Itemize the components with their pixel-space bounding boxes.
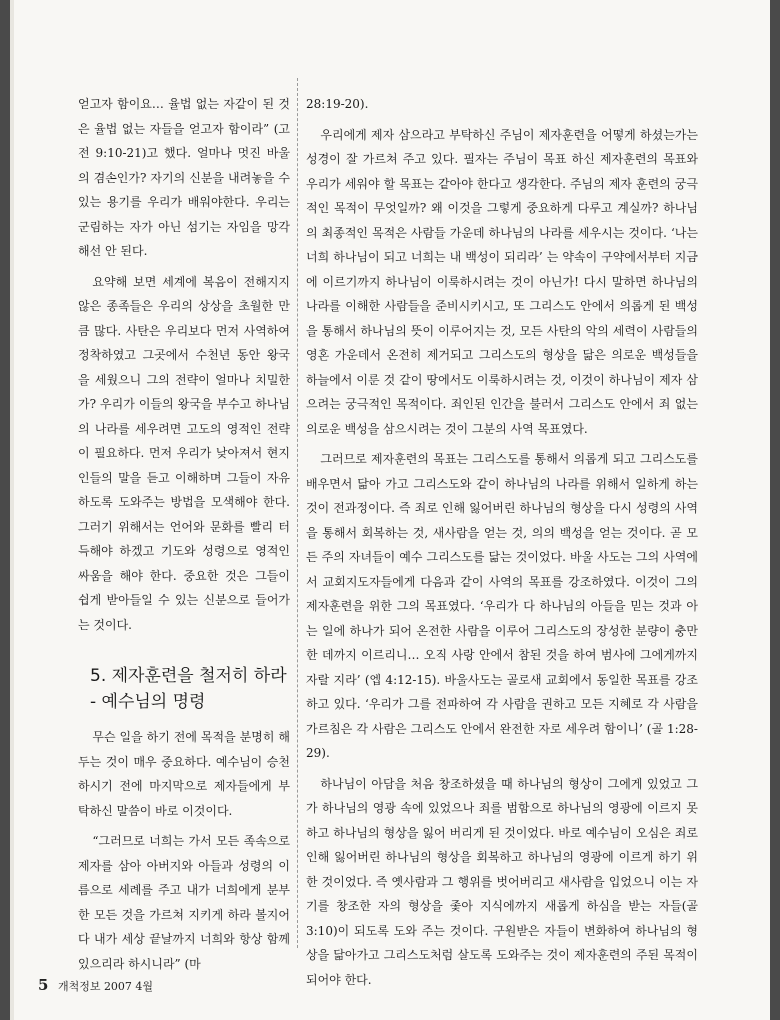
- page-edge-shadow: [10, 0, 14, 1020]
- right-paragraph-1: 우리에게 제자 삼으라고 부탁하신 주님이 제자훈련을 어떻게 하셨는가는 성경이 잘 가르쳐 주고 있다. 필자는 주님이 목표 하신 제자훈련의 목표와 우리가 세워야 할 목표는 같아야 한다고 생각한다. 주님의 제자 훈련의 궁극적인 목적이 무엇일까? 왜 이것을 그렇게 중요하게 다루고 계실까? 하나님의 최종적인 목적은 사람들 가운데 하나님의 나라를 세우시는 것이다. ‘나는 너희 하나님이 되고 너희는 내 백성이 되리라’ 는 약속이 구약에서부터 지금에 이르기까지 하나님이 이룩하시려는 것이 아닌가! 다시 말하면 하나님의 나라를 이해한 사람들을 준비시키시고, 또 그리스도 안에서 의롭게 된 백성을 통해서 하나님의 뜻이 이루어지는 것, 모든 사탄의 악의 세력이 사람들의 영혼 가운데서 온전히 제거되고 그리스도의 형상을 닮은 의로운 백성들을 하늘에서 이룬 것 같이 땅에서도 이룩하시려는 것, 이것이 하나님이 제자 삼으려는 궁극적인 목적이다. 죄인된 인간을 불러서 그리스도 안에서 죄 없는 의로운 백성을 삼으시려는 것이 그분의 사역 목표였다.: [306, 127, 698, 436]
- right-column: [306, 92, 698, 992]
- page-number: 5: [38, 976, 49, 994]
- publication-info: 개척정보 2007 4월: [57, 980, 154, 993]
- left-paragraph-4: “그러므로 너희는 가서 모든 족속으로 제자를 삼아 아버지와 아들과 성령의 이름으로 세례를 주고 내가 너희에게 분부한 모든 것을 가르쳐 지키게 하라 볼지어다 내가 세상 끝날까지 너희와 항상 함께 있으리라 하시니라” (마: [78, 834, 290, 971]
- section-heading: [90, 663, 290, 715]
- left-paragraph-2: 요약해 보면 세계에 복음이 전해지지 않은 종족들은 우리의 상상을 초월한 만큼 많다. 사탄은 우리보다 먼저 사역하여 정착하였고 그곳에서 수천년 동안 왕국을 세웠으니 그의 전략이 얼마나 치밀한가? 우리가 이들의 왕국을 부수고 하나님의 나라를 세우려면 고도의 영적인 전략이 필요하다. 먼저 우리가 낮아져서 현지인들의 말을 듣고 이해하며 그들이 자유하도록 도와주는 방법을 모색해야 한다. 그러기 위해서는 언어와 문화를 빨리 터득해야 하겠고 기도와 성령으로 영적인 싸움을 해야 한다. 중요한 것은 그들이 쉽게 받아들일 수 있는 신분으로 들어가는 것이다.: [78, 274, 290, 632]
- column-divider: [297, 78, 298, 948]
- page-footer: [38, 976, 153, 994]
- left-column: [78, 92, 290, 976]
- magazine-page: [10, 0, 770, 1020]
- left-paragraph-1: 얻고자 함이요… 율법 없는 자같이 된 것은 율법 없는 자들을 얻고자 함이라” (고전 9:10-21)고 했다. 얼마나 멋진 바울의 겸손인가? 자기의 신분을 내려놓을 수 있는 용기를 우리가 배워야한다. 우리는 군림하는 자가 아닌 섬기는 자임을 망각해선 안 된다.: [78, 97, 290, 258]
- section-heading-title: 5. 제자훈련을 철저히 하라: [90, 666, 287, 686]
- section-heading-subtitle: - 예수님의 명령: [90, 692, 206, 712]
- right-paragraph-0: 28:19-20).: [306, 97, 369, 111]
- left-paragraph-3: 무슨 일을 하기 전에 목적을 분명히 해두는 것이 매우 중요하다. 예수님이 승천하시기 전에 마지막으로 제자들에게 부탁하신 말씀이 바로 이것이다.: [78, 730, 290, 818]
- right-paragraph-2: 그러므로 제자훈련의 목표는 그리스도를 통해서 의롭게 되고 그리스도를 배우면서 닮아 가고 그리스도와 같이 하나님의 나라를 위해서 일하게 하는 것이 전과정이다. 즉 죄로 인해 잃어버린 하나님의 형상을 다시 성령의 사역을 통해서 회복하는 것, 새사람을 얻는 것, 의의 백성을 얻는 것이다. 곧 모든 주의 자녀들이 예수 그리스도를 닮는 것이었다. 바울 사도는 그의 사역에서 교회지도자들에게 다음과 같이 사역의 목표를 강조하였다. 이것이 그의 제자훈련을 위한 그의 목표였다. ‘우리가 다 하나님의 아들을 믿는 것과 아는 일에 하나가 되어 온전한 사람을 이루어 그리스도의 장성한 분량이 충만한 데까지 이르리니… 오직 사랑 안에서 참된 것을 하여 범사에 그에게까지 자랄 지라’ (엡 4:12-15). 바울사도는 골로새 교회에서 동일한 목표를 강조하고 있다. ‘우리가 그를 전파하여 각 사람을 권하고 모든 지혜로 각 사람을 가르침은 각 사람은 그리스도 안에서 완전한 자로 세우려 함이니’ (골 1:28-29).: [306, 452, 698, 760]
- right-paragraph-3: 하나님이 아담을 처음 창조하셨을 때 하나님의 형상이 그에게 있었고 그가 하나님의 영광 속에 있었으나 죄를 범함으로 하나님의 영광에 이르지 못하고 하나님의 형상을 잃어 버리게 된 것이었다. 바로 예수님이 오심은 죄로 인해 잃어버린 하나님의 형상을 회복하고 하나님의 영광에 이르게 하기 위한 것이었다. 즉 옛사람과 그 행위를 벗어버리고 새사람을 입었으니 이는 자기를 창조한 자의 형상을 좇아 지식에까지 새롭게 하심을 받는 자들(골 3:10)이 되도록 도와 주는 것이다. 구원받은 자들이 변화하여 하나님의 형상을 닮아가고 그리스도처럼 살도록 도와주는 것이 제자훈련의 주된 목적이 되어야 한다.: [306, 776, 698, 987]
